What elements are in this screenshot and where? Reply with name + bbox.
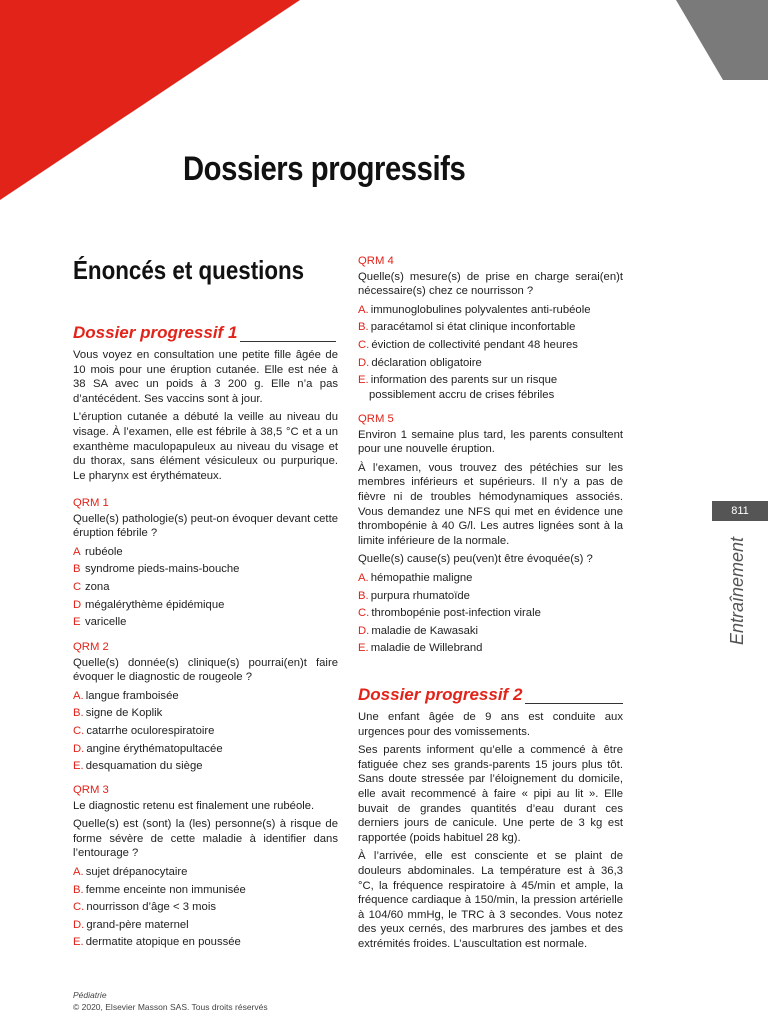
qrm-label: QRM 1 [73,497,109,509]
question: Quelle(s) cause(s) peu(ven)t être évoquée(s) ? [358,553,593,566]
qrm-label: QRM 2 [73,641,109,653]
option: E. dermatite atopique en poussée [73,936,241,949]
dossier-2-body [358,710,623,956]
option: D. angine érythématopultacée [73,742,223,755]
option: E. information des parents sur un risque possiblement accru de crises fébriles [358,374,558,401]
option: D. grand-père maternel [73,918,189,931]
dossier-1-intro [73,348,338,487]
option: D mégalérythème épidémique [73,598,225,611]
footer [73,989,268,1013]
option: C. nourrisson d’âge < 3 mois [73,901,216,914]
qrm-5 [358,412,623,659]
question: Quelle(s) mesure(s) de prise en charge serai(en)t nécessaire(s) chez ce nourrisson ? [358,270,623,298]
option: A. sujet drépanocytaire [73,865,188,878]
qrm-label: QRM 3 [73,784,109,796]
intro: Le diagnostic retenu est finalement une rubéole. [73,799,315,812]
option: A. immunoglobulines polyvalentes anti-rubéole [358,303,591,316]
option: E. maladie de Willebrand [358,642,483,655]
qrm-label: QRM 4 [358,255,394,267]
qrm-2 [73,640,338,777]
option: A. hémopathie maligne [358,571,473,584]
option: C. thrombopénie post-infection virale [358,607,541,620]
qrm-1 [73,496,338,633]
paragraph: Vous voyez en consultation une petite fille âgée de 10 mois pour une éruption cutanée. Elle est née à 38 SA avec un poids à 3 200 g. Elle n’a pas d’antécédent. Ses vaccins sont à jour. [73,349,338,405]
section-title: Énoncés et questions [73,255,305,285]
question: Quelle(s) donnée(s) clinique(s) pourrai(en)t faire évoquer le diagnostic de rougeole ? [73,656,338,684]
option: D. déclaration obligatoire [358,356,482,369]
option: E varicelle [73,616,127,629]
option: C. éviction de collectivité pendant 48 heures [358,338,578,351]
dossier-1-title: Dossier progressif 1 [73,323,238,342]
gray-corner-decoration [668,0,768,80]
paragraph: Ses parents informent qu’elle a commencé à être fatiguée chez ses grands-parents 15 jours plus tôt. Sans doute stressée par l’éloignement du domicile, elle avait recommencé à faire « pipi au lit ». Elle buvait de grandes quantités d’eau durant ces derniers jours de canicule. Une perte de 3 kg est rapportée (poids habituel 28 kg). [358,744,623,844]
section-tab-label: Entraînement [727,536,747,645]
copyright: © 2020, Elsevier Masson SAS. Tous droits réservés [73,1002,268,1012]
option: B. femme enceinte non immunisée [73,883,246,896]
dossier-2-title: Dossier progressif 2 [358,685,523,704]
option: E. desquamation du siège [73,760,203,773]
option: B. purpura rhumatoïde [358,589,470,602]
option: D. maladie de Kawasaki [358,624,479,637]
option: A. langue framboisée [73,689,179,702]
page-number: 811 [712,501,768,521]
option: B. paracétamol si état clinique inconfortable [358,321,576,334]
option: B. signe de Koplik [73,707,163,720]
option: A rubéole [73,545,123,558]
qrm-label: QRM 5 [358,413,394,425]
paragraph: À l’examen, vous trouvez des pétéchies sur les membres inférieurs et supérieurs. Il n’y a pas de fièvre ni de troubles hémodynamiques associés. Vous demandez une NFS qui met en évidence une thrombopénie à 40 G/l. Les autres lignées sont à la limite inférieure de la normale. [358,461,623,547]
paragraph: Une enfant âgée de 9 ans est conduite aux urgences pour des vomissements. [358,711,623,738]
qrm-3 [73,783,338,953]
question: Quelle(s) pathologie(s) peut-on évoquer devant cette éruption fébrile ? [73,512,338,540]
paragraph: L’éruption cutanée a débuté la veille au niveau du visage. À l’examen, elle est fébrile à 38,5 °C et a un exanthème maculopapuleux au niveau du visage et du thorax, sans élément vésiculeux ou purpurique. Le pharynx est érythémateux. [73,411,338,482]
qrm-4 [358,254,623,405]
page-title: Dossiers progressifs [183,150,466,188]
dossier-2-rule [525,703,623,704]
paragraph: À l’arrivée, elle est consciente et se plaint de douleurs abdominales. La température est à 36,3 °C, la fréquence respiratoire à 45/min et ample, la fréquence cardiaque à 150/min, la pression artérielle à 104/60 mmHg, le TRC à 3 secondes. Vous notez des yeux cernés, des marbrures des jambes et des extrémités froides. L’auscultation est normale. [358,850,623,950]
option: C zona [73,580,110,593]
option: B syndrome pieds-mains-bouche [73,563,240,576]
option: C. catarrhe oculorespiratoire [73,724,215,737]
book-title: Pédiatrie [73,990,107,1000]
paragraph: Environ 1 semaine plus tard, les parents consultent pour une nouvelle éruption. [358,428,623,456]
question: Quelle(s) est (sont) la (les) personne(s) à risque de forme sévère de cette maladie à identifier dans l’entourage ? [73,818,338,860]
dossier-1-rule [240,341,336,342]
